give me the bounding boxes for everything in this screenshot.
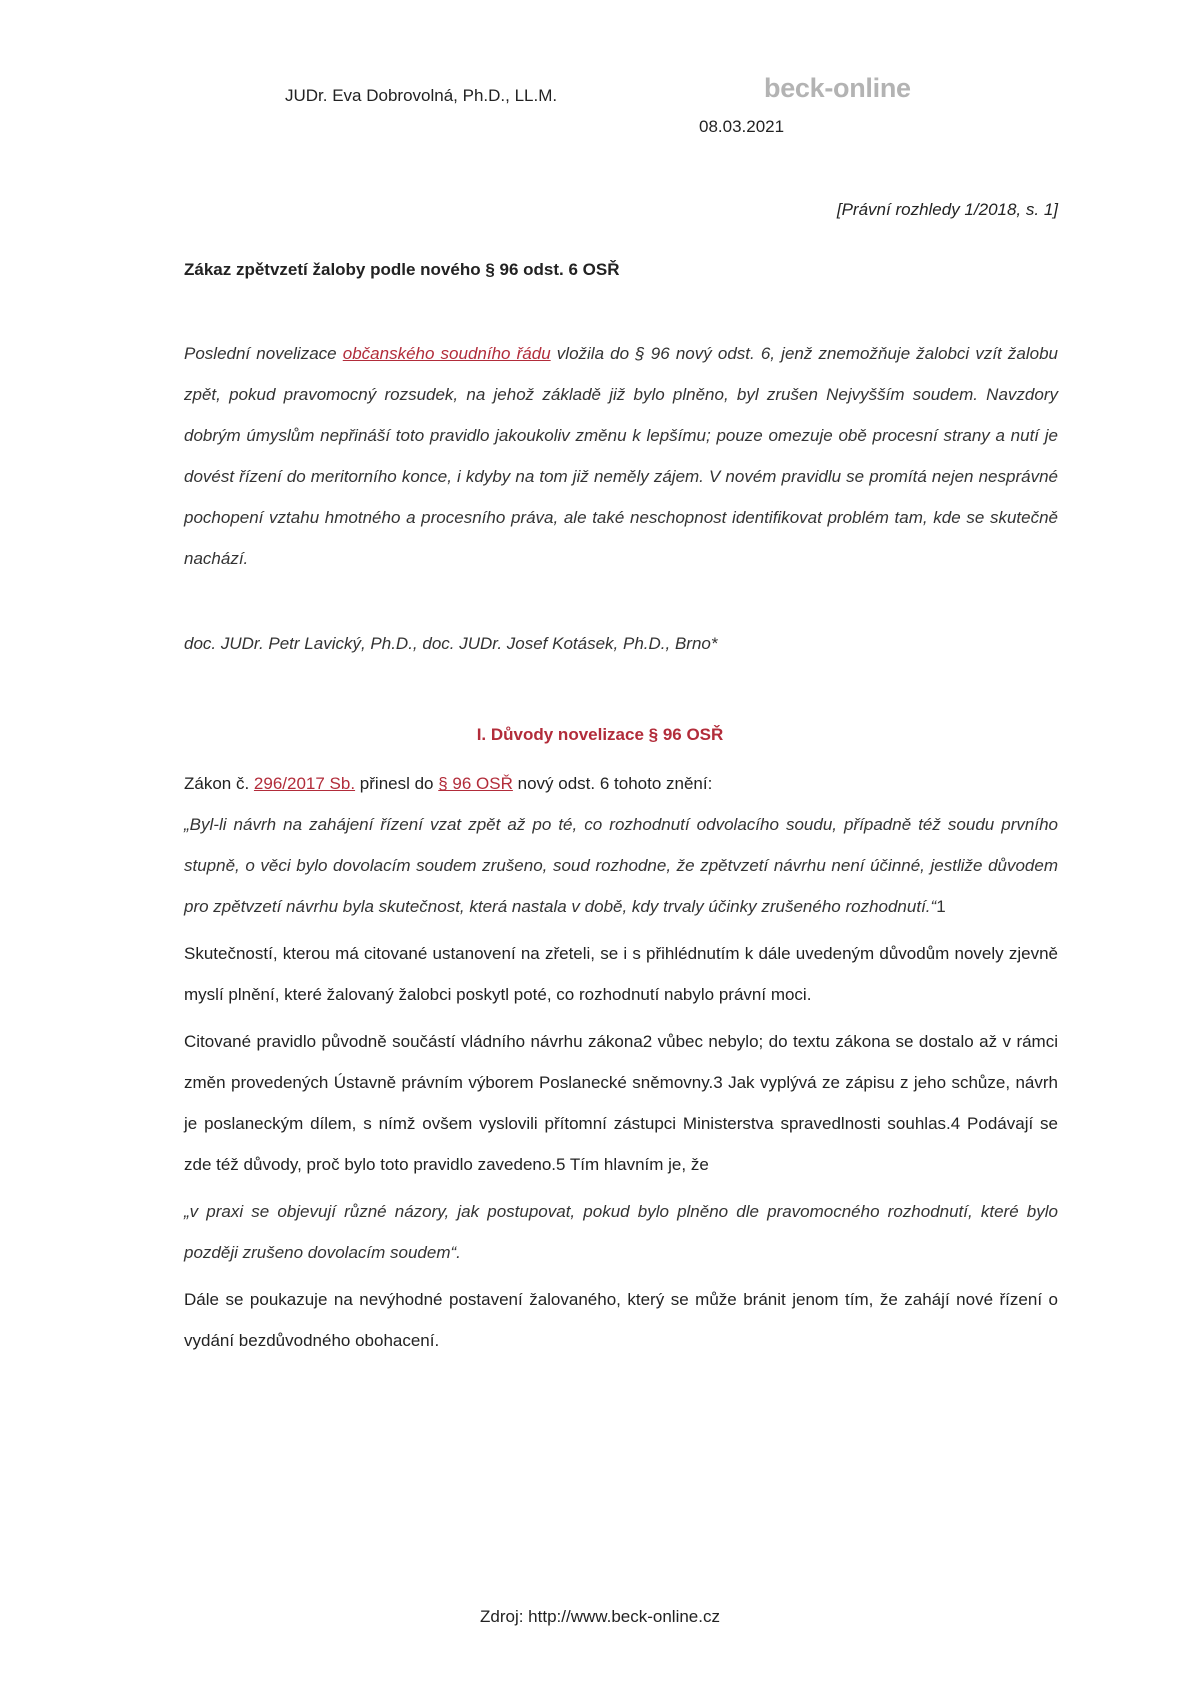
paragraph-3: Dále se poukazuje na nevýhodné postavení žalovaného, který se může bránit jenom tím, že zahájí nové řízení o vydání bezdůvodného obohacení. bbox=[184, 1290, 1058, 1350]
intro-post: nový odst. 6 tohoto znění: bbox=[512, 774, 713, 793]
intro-mid: přinesl do bbox=[355, 774, 439, 793]
footnote-ref-1[interactable]: 1 bbox=[936, 897, 946, 916]
link-section-96[interactable]: § 96 OSŘ bbox=[438, 774, 513, 793]
print-date: 08.03.2021 bbox=[699, 117, 785, 136]
intro-pre: Zákon č. bbox=[184, 774, 254, 793]
link-law-296-2017[interactable]: 296/2017 Sb. bbox=[253, 774, 356, 793]
article-body bbox=[184, 763, 1058, 1361]
abstract bbox=[184, 333, 1058, 579]
user-name: JUDr. Eva Dobrovolná, Ph.D., LL.M. bbox=[285, 86, 558, 105]
quote-1-text: „Byl-li návrh na zahájení řízení vzat zpět až po té, co rozhodnutí odvolacího soudu, případně též soudu prvního stupně, o věci bylo dovolacím soudem zrušeno, soud rozhodne, že zpětvzetí návrhu není účinné, jestliže důvodem pro zpětvzetí návrhu byla skutečnost, která nastala v době, kdy trvaly účinky zrušeného rozhodnutí.“ bbox=[184, 815, 1058, 916]
quote-paragraph-1 bbox=[184, 804, 1058, 927]
paragraph-2: Citované pravidlo původně součástí vládního návrhu zákona2 vůbec nebylo; do textu zákona se dostalo až v rámci změn provedených Ústavně právním výborem Poslanecké sněmovny.3 Jak vyplývá ze zápisu z jeho schůze, návrh je poslaneckým dílem, s nímž ovšem vyslovili přítomní zástupci Ministerstva spravedlnosti souhlas.4 Podávají se zde též důvody, proč bylo toto pravidlo zavedeno.5 Tím hlavním je, že bbox=[184, 1032, 1058, 1174]
beck-online-logo[interactable]: beck-online bbox=[764, 73, 911, 103]
section-heading: I. Důvody novelizace § 96 OSŘ bbox=[476, 725, 724, 744]
source-citation: [Právní rozhledy 1/2018, s. 1] bbox=[836, 200, 1058, 219]
article-title: Zákaz zpětvzetí žaloby podle nového § 96 odst. 6 OSŘ bbox=[184, 260, 620, 279]
paragraph-1: Skutečností, kterou má citované ustanovení na zřeteli, se i s přihlédnutím k dále uvedeným důvodům novely zjevně myslí plnění, které žalovaný žalobci poskytl poté, co rozhodnutí nabylo právní moci. bbox=[184, 944, 1058, 1004]
link-osr[interactable]: občanského soudního řádu bbox=[342, 344, 551, 363]
abstract-text-pre: Poslední novelizace bbox=[184, 344, 343, 363]
source-footer: Zdroj: http://www.beck-online.cz bbox=[480, 1607, 720, 1626]
abstract-text-post: vložila do § 96 nový odst. 6, jenž znemožňuje žalobci vzít žalobu zpět, pokud pravomocný rozsudek, na jehož základě již bylo plněno, byl zrušen Nejvyšším soudem. Navzdory dobrým úmyslům nepřináší toto pravidlo jakoukoliv změnu k lepšímu; pouze omezuje obě procesní strany a nutí je dovést řízení do meritorního konce, i kdyby na tom již neměly zájem. V novém pravidlu se promítá nejen nesprávné pochopení vztahu hmotného a procesního práva, ale také neschopnost identifikovat problém tam, kde se skutečně nachází. bbox=[184, 344, 1058, 568]
quote-paragraph-2: „v praxi se objevují různé názory, jak postupovat, pokud bylo plněno dle pravomocného rozhodnutí, které bylo později zrušeno dovolacím soudem“. bbox=[184, 1202, 1058, 1262]
authors: doc. JUDr. Petr Lavický, Ph.D., doc. JUDr. Josef Kotásek, Ph.D., Brno* bbox=[184, 634, 718, 653]
intro-paragraph bbox=[184, 763, 1058, 804]
